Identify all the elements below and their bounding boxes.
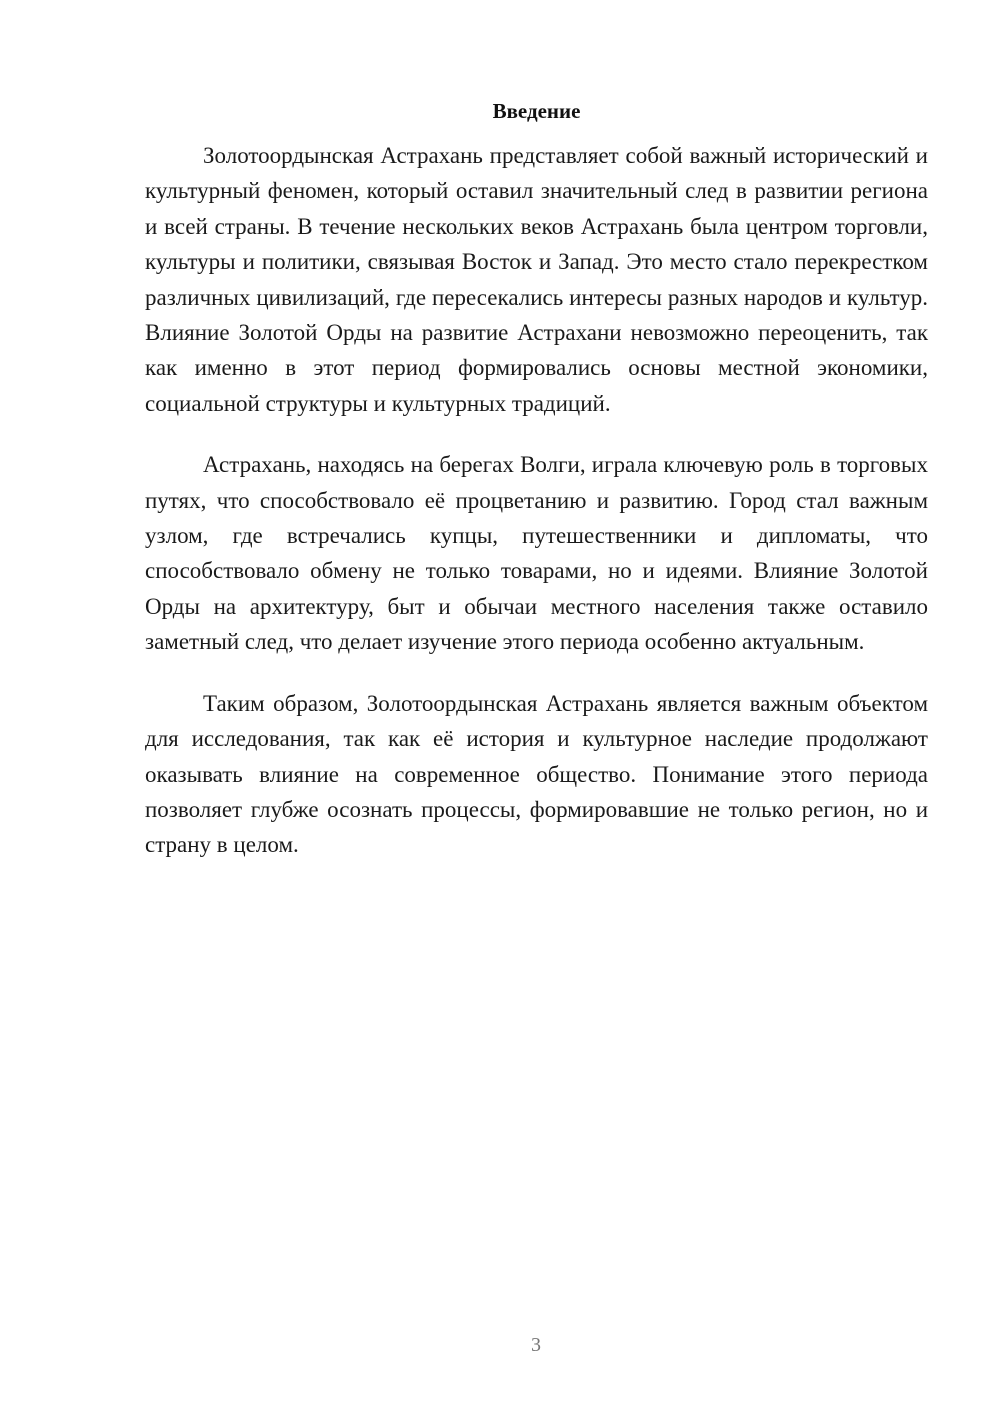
section-title: Введение bbox=[492, 99, 581, 123]
page-number: 3 bbox=[531, 1334, 541, 1356]
paragraph-2: Астрахань, находясь на берегах Волги, играла ключевую роль в торговых путях, что способствовало её процветанию и развитию. Город стал важным узлом, где встречались купцы, путешественники и дипломаты, что способствовало обмену не только товарами, но и идеями. Влияние Золотой Орды на архитектуру, быт и обычаи местного населения также оставило заметный след, что делает изучение этого периода особенно актуальным. bbox=[145, 452, 928, 655]
page-content bbox=[145, 96, 928, 889]
paragraph-1: Золотоордынская Астрахань представляет собой важный исторический и культурный феномен, который оставил значительный след в развитии региона и всей страны. В течение нескольких веков Астрахань была центром торговли, культуры и политики, связывая Восток и Запад. Это место стало перекрестком различных цивилизаций, где пересекались интересы разных народов и культур. Влияние Золотой Орды на развитие Астрахани невозможно переоценить, так как именно в этот период формировались основы местной экономики, социальной структуры и культурных традиций. bbox=[145, 143, 928, 416]
paragraph-3: Таким образом, Золотоордынская Астрахань является важным объектом для исследования, так как её история и культурное наследие продолжают оказывать влияние на современное общество. Понимание этого периода позволяет глубже осознать процессы, формировавшие не только регион, но и страну в целом. bbox=[145, 690, 928, 858]
